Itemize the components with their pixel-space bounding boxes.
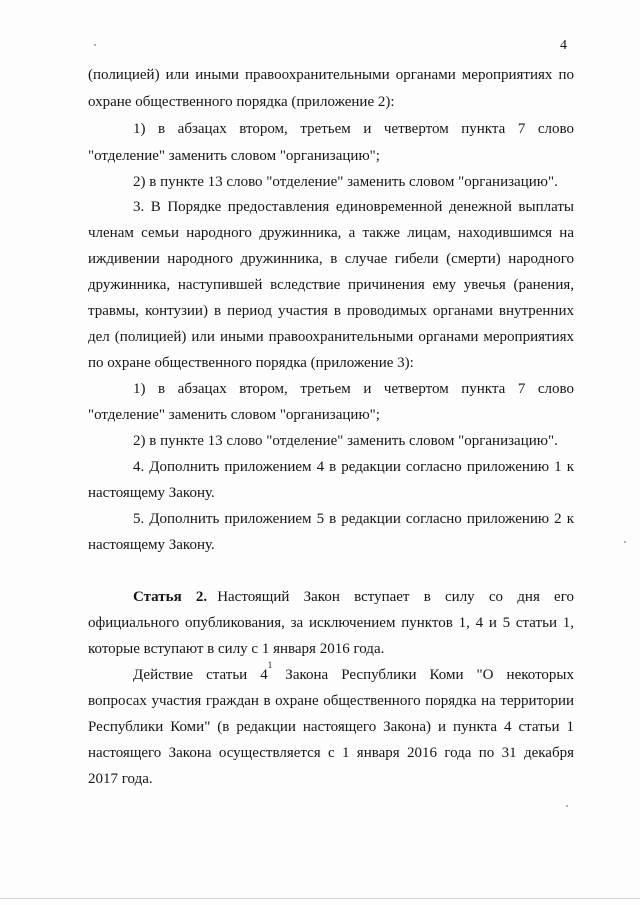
text-line: по охране общественного порядка (приложение 3): xyxy=(88,355,414,371)
article-heading: Статья 2. xyxy=(133,589,208,605)
page-number: 4 xyxy=(560,38,567,53)
scan-speck xyxy=(624,541,626,543)
article-text: Настоящий Закон вступает в силу со дня его xyxy=(217,589,574,605)
article-2-first-line xyxy=(133,588,574,606)
text-line: дел (полицией) или иными правоохранительными органами мероприятиях xyxy=(88,329,574,345)
text-line: иждивении народного дружинника, в случае гибели (смерти) народного xyxy=(88,251,574,267)
page-edge-rule xyxy=(0,898,640,899)
text-line: 5. Дополнить приложением 5 в редакции согласно приложению 2 к xyxy=(133,511,574,527)
text-segment: Действие статьи 4 xyxy=(133,667,268,683)
text-line xyxy=(133,660,575,684)
text-line: настоящего Закона осуществляется с 1 января 2016 года по 31 декабря xyxy=(88,745,574,761)
text-line: 3. В Порядке предоставления единовременной денежной выплаты xyxy=(133,199,574,215)
text-line: 2017 года. xyxy=(88,771,153,787)
text-line: травмы, контузии) в период участия в проводимых органами внутренних xyxy=(88,303,574,319)
text-line: которые вступают в силу с 1 января 2016 года. xyxy=(88,641,385,657)
text-line: Республики Коми" (в редакции настоящего Закона) и пункта 4 статьи 1 xyxy=(88,719,574,735)
text-line: официального опубликования, за исключением пунктов 1, 4 и 5 статьи 1, xyxy=(88,615,574,631)
text-line: 2) в пункте 13 слово "отделение" заменить словом "организацию". xyxy=(133,433,558,449)
text-line: (полицией) или иными правоохранительными органами мероприятиях по xyxy=(88,67,574,83)
superscript: 1 xyxy=(267,660,273,670)
text-segment: Закона Республики Коми "О некоторых xyxy=(272,667,575,683)
text-line: вопросах участия граждан в охране общественного порядка на территории xyxy=(88,693,574,709)
text-line: охране общественного порядка (приложение 2): xyxy=(88,94,395,110)
text-line: 4. Дополнить приложением 4 в редакции согласно приложению 1 к xyxy=(133,459,574,475)
text-line: дружинника, наступившей вследствие причинения ему увечья (ранения, xyxy=(88,277,574,293)
text-line: "отделение" заменить словом "организацию"; xyxy=(88,407,380,423)
text-line: "отделение" заменить словом "организацию"; xyxy=(88,148,380,164)
scan-speck xyxy=(566,805,568,807)
scan-speck xyxy=(94,44,96,46)
text-line: 1) в абзацах втором, третьем и четвертом пункта 7 слово xyxy=(133,381,574,397)
text-line: настоящему Закону. xyxy=(88,537,215,553)
text-line: 2) в пункте 13 слово "отделение" заменить словом "организацию". xyxy=(133,174,558,190)
text-line: 1) в абзацах втором, третьем и четвертом пункта 7 слово xyxy=(133,121,574,137)
text-line: членам семьи народного дружинника, а также лицам, находившимся на xyxy=(88,225,574,241)
text-line: настоящему Закону. xyxy=(88,485,215,501)
